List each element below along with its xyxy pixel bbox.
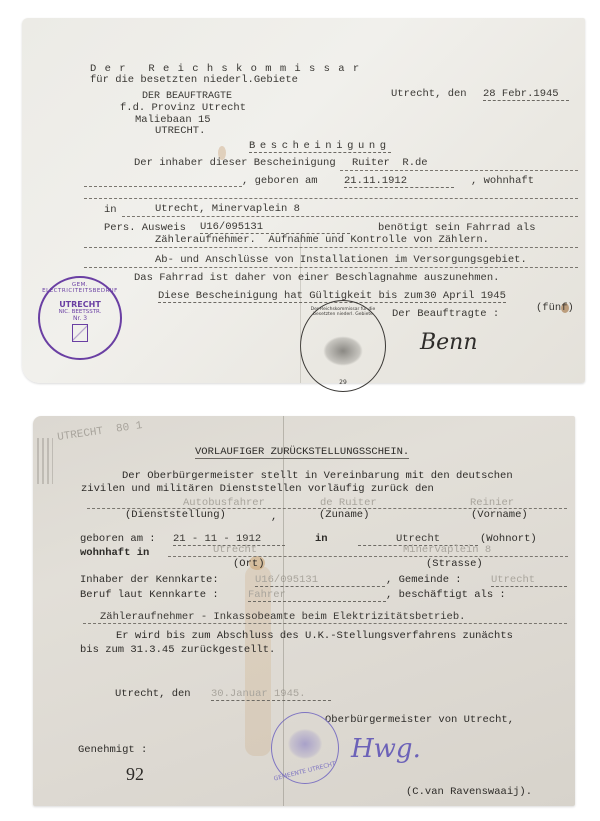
address-value: Utrecht, Minervaplein 8 <box>155 203 300 215</box>
card-value: U16/095131 <box>255 574 385 587</box>
date-value: 30.Januar 1945. <box>211 688 331 701</box>
city-caption: (Ort) <box>233 558 265 570</box>
comma: , <box>271 511 278 523</box>
stamp-ring-text: GEMEENTE UTRECHT <box>273 760 337 783</box>
fill-line <box>83 623 567 624</box>
city-value: Utrecht <box>213 544 258 556</box>
document-title: VORLAUFIGER ZURÜCKSTELLUNGSSCHEIN. <box>195 446 410 458</box>
born-value: 21.11.1912 <box>344 175 454 188</box>
municipality-stamp <box>271 712 339 784</box>
street-caption: (Strasse) <box>426 558 483 570</box>
date-prefix: Utrecht, den <box>391 88 467 100</box>
corner-stamp: UTRECHT 80 1 <box>56 420 144 444</box>
approved-label: Genehmigt : <box>78 744 148 756</box>
fill-line <box>84 247 578 248</box>
purpose-line-2: Ab- und Anschlüsse von Installationen im Versorgungsgebiet. <box>155 254 527 266</box>
validity-words: (fünf) <box>536 302 574 314</box>
validity-text: Diese Bescheinigung hat Gültigkeit bis zum <box>158 290 423 302</box>
issuer-line-1: D e r R e i c h s k o m m i s s a r <box>90 63 361 75</box>
id-label: Pers. Ausweis <box>104 222 186 234</box>
document-title: Bescheinigung <box>249 140 391 152</box>
fill-line <box>84 267 578 268</box>
position-value: Autobusfahrer <box>183 497 265 509</box>
in-label: in <box>104 204 117 216</box>
electricity-company-stamp <box>38 276 122 360</box>
office-line-2: f.d. Provinz Utrecht <box>120 102 247 114</box>
approved-number: 92 <box>126 764 144 784</box>
fill-line <box>84 186 242 187</box>
date-value: 28 Febr.1945 <box>483 88 569 101</box>
holder-name: Ruiter R.de <box>352 157 428 169</box>
municipality-label: , Gemeinde : <box>386 574 462 586</box>
signatory-name: (C.van Ravenswaaij). <box>406 786 533 798</box>
position-caption: (Dienststellung) <box>125 509 226 521</box>
validity-date: 30 April 1945 <box>424 290 506 302</box>
signature: Hwg. <box>351 734 421 764</box>
date-prefix: Utrecht, den <box>115 688 191 700</box>
fill-line <box>168 556 568 557</box>
office-line-4: UTRECHT. <box>155 125 206 137</box>
surname-value: de Ruiter <box>320 497 377 509</box>
coat-of-arms-icon <box>288 729 322 759</box>
profession-label: Beruf laut Kennkarte : <box>80 589 219 601</box>
resident-label: , wohnhaft <box>471 175 535 187</box>
signature: Benn <box>420 330 478 355</box>
pencil-scribble <box>37 438 53 484</box>
card-label: Inhaber der Kennkarte: <box>80 574 219 586</box>
resident-label: wohnhaft in <box>80 547 150 559</box>
holder-label: Der inhaber dieser Bescheinigung <box>134 157 336 169</box>
in-label: in <box>315 533 328 545</box>
deferral-line-2: bis zum 31.3.45 zurückgestellt. <box>80 644 276 656</box>
deferral-line-1: Er wird bis zum Abschluss des U.K.-Stellungsverfahrens zunächts <box>116 630 513 642</box>
needs-text: benötigt sein Fahrrad als <box>378 222 536 234</box>
born-label: , geboren am <box>242 175 318 187</box>
stamp-line-1: UTRECHT <box>59 300 101 309</box>
birthplace-value: Utrecht <box>358 533 478 546</box>
stamp-ring-text: Der Reichskommissar für die besetzten niederl. Gebiete <box>310 307 376 317</box>
street-value: Minervaplein 8 <box>403 544 492 556</box>
stamp-number: 29 <box>339 379 347 386</box>
stamp-line-2: NIC. BEETSSTR. <box>58 309 102 315</box>
issuer-line-2: für die besetzten niederl.Gebiete <box>90 74 298 86</box>
eagle-emblem-icon <box>323 336 363 366</box>
born-label: geboren am : <box>80 533 156 545</box>
exemption-text: Das Fahrrad ist daher von einer Beschlagnahme auszunehmen. <box>134 272 500 284</box>
born-value: 21 - 11 - 1912 <box>173 533 285 546</box>
profession-value: Fahrer <box>248 589 386 602</box>
stamp-ring-text: GEM. ELECTRICITEITSBEDRIJF <box>42 282 118 294</box>
surname-caption: (Zuname) <box>319 509 370 521</box>
intro-line-2: zivilen und militären Dienststellen vorläufig zurück den <box>81 483 434 495</box>
firstname-caption: (Vorname) <box>471 509 528 521</box>
office-line-3: Maliebaan 15 <box>135 114 211 126</box>
fill-line <box>84 198 578 199</box>
birthplace-caption: (Wohnort) <box>480 533 537 545</box>
municipality-value: Utrecht <box>491 574 567 587</box>
fill-line <box>340 170 578 171</box>
official-round-stamp <box>300 300 386 392</box>
signatory-label: Der Beauftragte : <box>392 308 500 320</box>
firstname-value: Reinier <box>470 497 515 509</box>
employment-value: Zähleraufnehmer - Inkassobeamte beim Elektrizitätsbetrieb. <box>100 611 466 623</box>
shield-icon <box>72 324 88 342</box>
intro-line-1: Der Oberbürgermeister stellt in Vereinbarung mit den deutschen <box>122 470 513 482</box>
purpose-line-1: Zähleraufnehmer. Aufnahme und Kontrolle von Zählern. <box>155 234 489 246</box>
bicycle-certificate-document <box>22 18 585 386</box>
mayor-title: Oberbürgermeister von Utrecht, <box>325 714 515 726</box>
stamp-line-3: Nr. 3 <box>72 315 88 322</box>
deferment-certificate-document <box>33 416 575 806</box>
fill-line <box>122 216 578 217</box>
id-value: U16/095131 <box>200 221 350 234</box>
employed-label: , beschäftigt als : <box>386 589 506 601</box>
office-line-1: DER BEAUFTRAGTE <box>142 91 233 102</box>
